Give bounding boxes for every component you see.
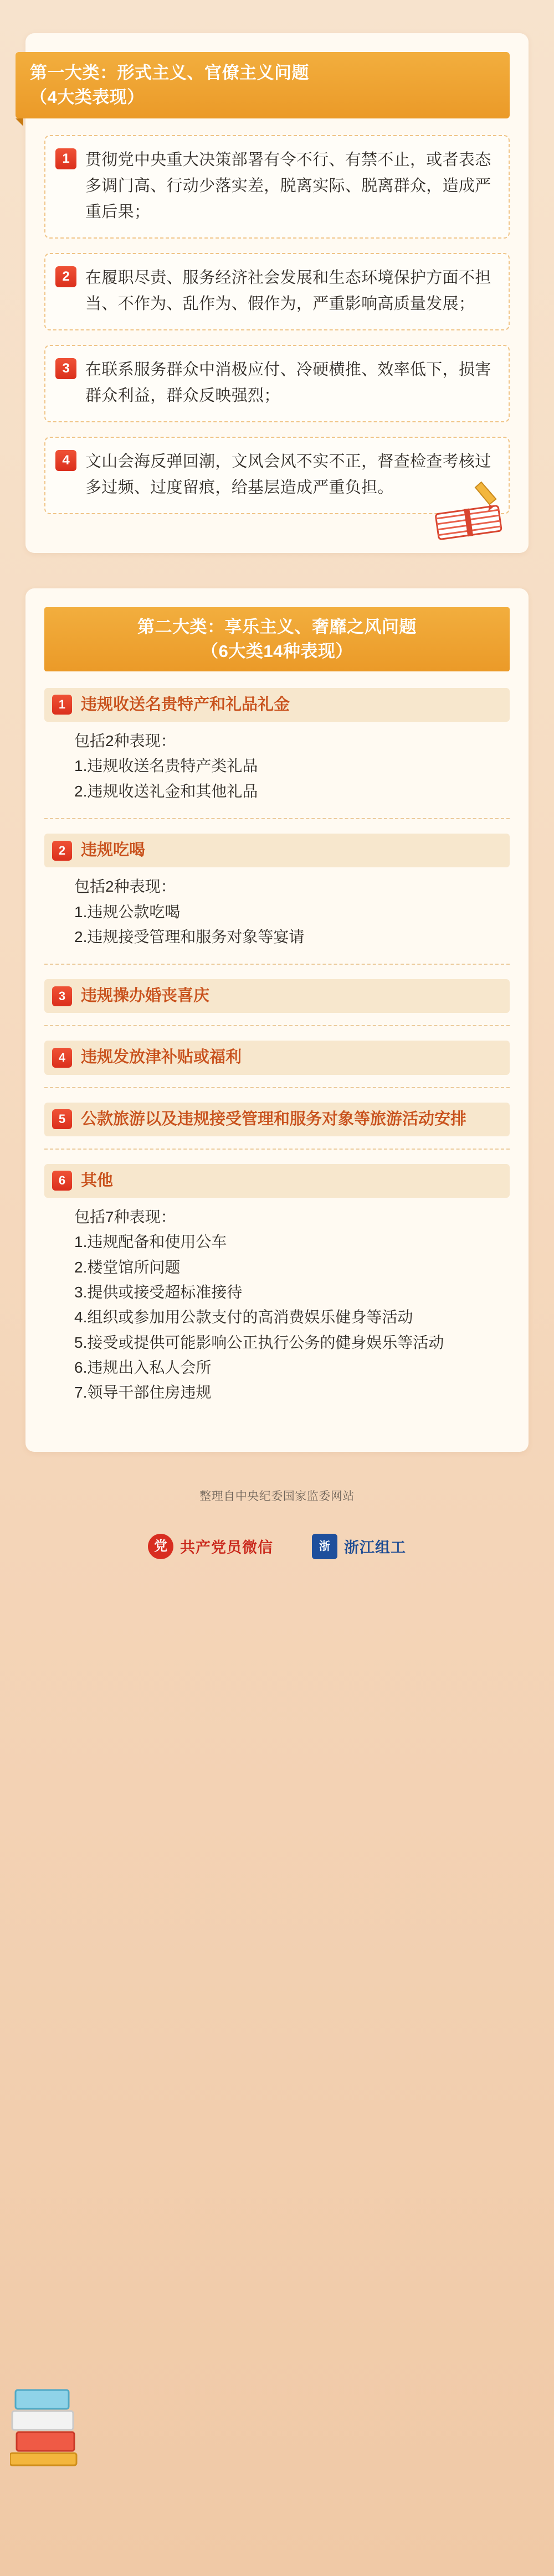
- item-detail-line: 2.楼堂馆所问题: [74, 1258, 181, 1276]
- item-detail-line: 1.违规收送名贵特产类礼品: [74, 757, 258, 775]
- item-number-badge: 1: [52, 695, 72, 715]
- section-1-banner-line-1: 第一大类：形式主义、官僚主义问题: [30, 63, 309, 82]
- footer-logos: [25, 1534, 529, 1592]
- item-detail-line: 2.违规接受管理和服务对象等宴请: [74, 928, 305, 945]
- item-title: 违规收送名贵特产和礼品礼金: [81, 695, 290, 713]
- section-card-2: [25, 588, 529, 1452]
- list-item: [44, 1041, 510, 1088]
- section-1-banner-line-2: （4大类表现）: [30, 87, 145, 107]
- item-number-badge: 6: [52, 1171, 72, 1191]
- list-item: [44, 345, 510, 422]
- list-item-header: [44, 1041, 510, 1074]
- item-text: 在履职尽责、服务经济社会发展和生态环境保护方面不担当、不作为、乱作为、假作为，严重影响高质量发展；: [85, 268, 491, 313]
- list-item-body: [44, 722, 510, 806]
- section-1-banner: [16, 52, 510, 118]
- item-detail-line: 1.违规公款吃喝: [74, 903, 181, 920]
- item-text: 贯彻党中央重大决策部署有令不行、有禁不止，或者表态多调门高、行动少落实差，脱离实际、脱离群众，造成严重后果；: [85, 151, 491, 221]
- list-item-header: [44, 979, 510, 1013]
- item-number-badge: 4: [55, 450, 76, 471]
- item-number-badge: 1: [55, 148, 76, 169]
- list-item: [44, 688, 510, 819]
- section-2-banner-line-2: （6大类14种表现）: [201, 641, 353, 661]
- divider: [44, 1087, 510, 1088]
- party-emblem-icon: 党: [148, 1534, 173, 1559]
- item-detail-line: 3.提供或接受超标准接待: [74, 1283, 243, 1301]
- list-item-body: [44, 867, 510, 951]
- list-item-body: [44, 1198, 510, 1408]
- list-item: [44, 135, 510, 239]
- list-item: [44, 253, 510, 330]
- item-title: 违规吃喝: [81, 841, 146, 859]
- stacked-books-icon: [10, 2384, 82, 2468]
- item-number-badge: 5: [52, 1109, 72, 1129]
- item-detail-line: 7.领导干部住房违规: [74, 1384, 212, 1401]
- item-number-badge: 4: [52, 1048, 72, 1068]
- item-title: 其他: [81, 1171, 114, 1189]
- list-item: [44, 1103, 510, 1150]
- item-detail-line: 2.违规收送礼金和其他礼品: [74, 782, 258, 800]
- divider: [44, 1025, 510, 1026]
- divider: [44, 964, 510, 965]
- logo-label: 共产党员微信: [180, 1539, 273, 1556]
- item-number-badge: 2: [52, 841, 72, 861]
- source-note: 整理自中央纪委国家监委网站: [199, 1489, 355, 1503]
- list-item-header: [44, 1164, 510, 1198]
- item-detail-line: 6.违规出入私人会所: [74, 1358, 212, 1376]
- item-detail-line: 4.组织或参加用公款支付的高消费娱乐健身等活动: [74, 1308, 413, 1326]
- item-detail-line: 包括2种表现：: [74, 878, 176, 896]
- section-card-1: [25, 33, 529, 553]
- divider: [44, 1149, 510, 1150]
- item-detail-line: 1.违规配备和使用公车: [74, 1233, 227, 1251]
- list-item-header: [44, 688, 510, 722]
- list-item: [44, 1164, 510, 1408]
- section-2-banner-line-1: 第二大类：享乐主义、奢靡之风问题: [137, 617, 417, 637]
- item-number-badge: 2: [55, 266, 76, 287]
- list-item-header: [44, 834, 510, 867]
- item-detail-line: 5.接受或提供可能影响公正执行公务的健身娱乐等活动: [74, 1333, 444, 1351]
- divider: [44, 818, 510, 819]
- logo-gongchandangyuan[interactable]: [148, 1534, 273, 1559]
- logo-label: 浙江组工: [344, 1539, 406, 1556]
- list-item: [44, 979, 510, 1026]
- zhejiang-badge-icon: 浙: [312, 1534, 337, 1559]
- list-item: [44, 437, 510, 514]
- logo-zhejiang-zugong[interactable]: [312, 1534, 406, 1559]
- list-item: [44, 834, 510, 965]
- list-item-header: [44, 1103, 510, 1136]
- item-text: 在联系服务群众中消极应付、冷硬横推、效率低下，损害群众利益，群众反映强烈；: [85, 360, 491, 405]
- item-title: 违规发放津补贴或福利: [81, 1048, 242, 1067]
- item-text: 文山会海反弹回潮，文风会风不实不正，督查检查考核过多过频、过度留痕，给基层造成严重负担。: [85, 452, 491, 496]
- section-2-banner: [44, 607, 510, 671]
- item-detail-line: 包括2种表现：: [74, 732, 176, 749]
- item-detail-line: 包括7种表现：: [74, 1208, 176, 1225]
- item-number-badge: 3: [55, 358, 76, 379]
- item-title: 公款旅游以及违规接受管理和服务对象等旅游活动安排: [81, 1110, 467, 1128]
- item-number-badge: 3: [52, 986, 72, 1006]
- item-title: 违规操办婚丧喜庆: [81, 987, 210, 1005]
